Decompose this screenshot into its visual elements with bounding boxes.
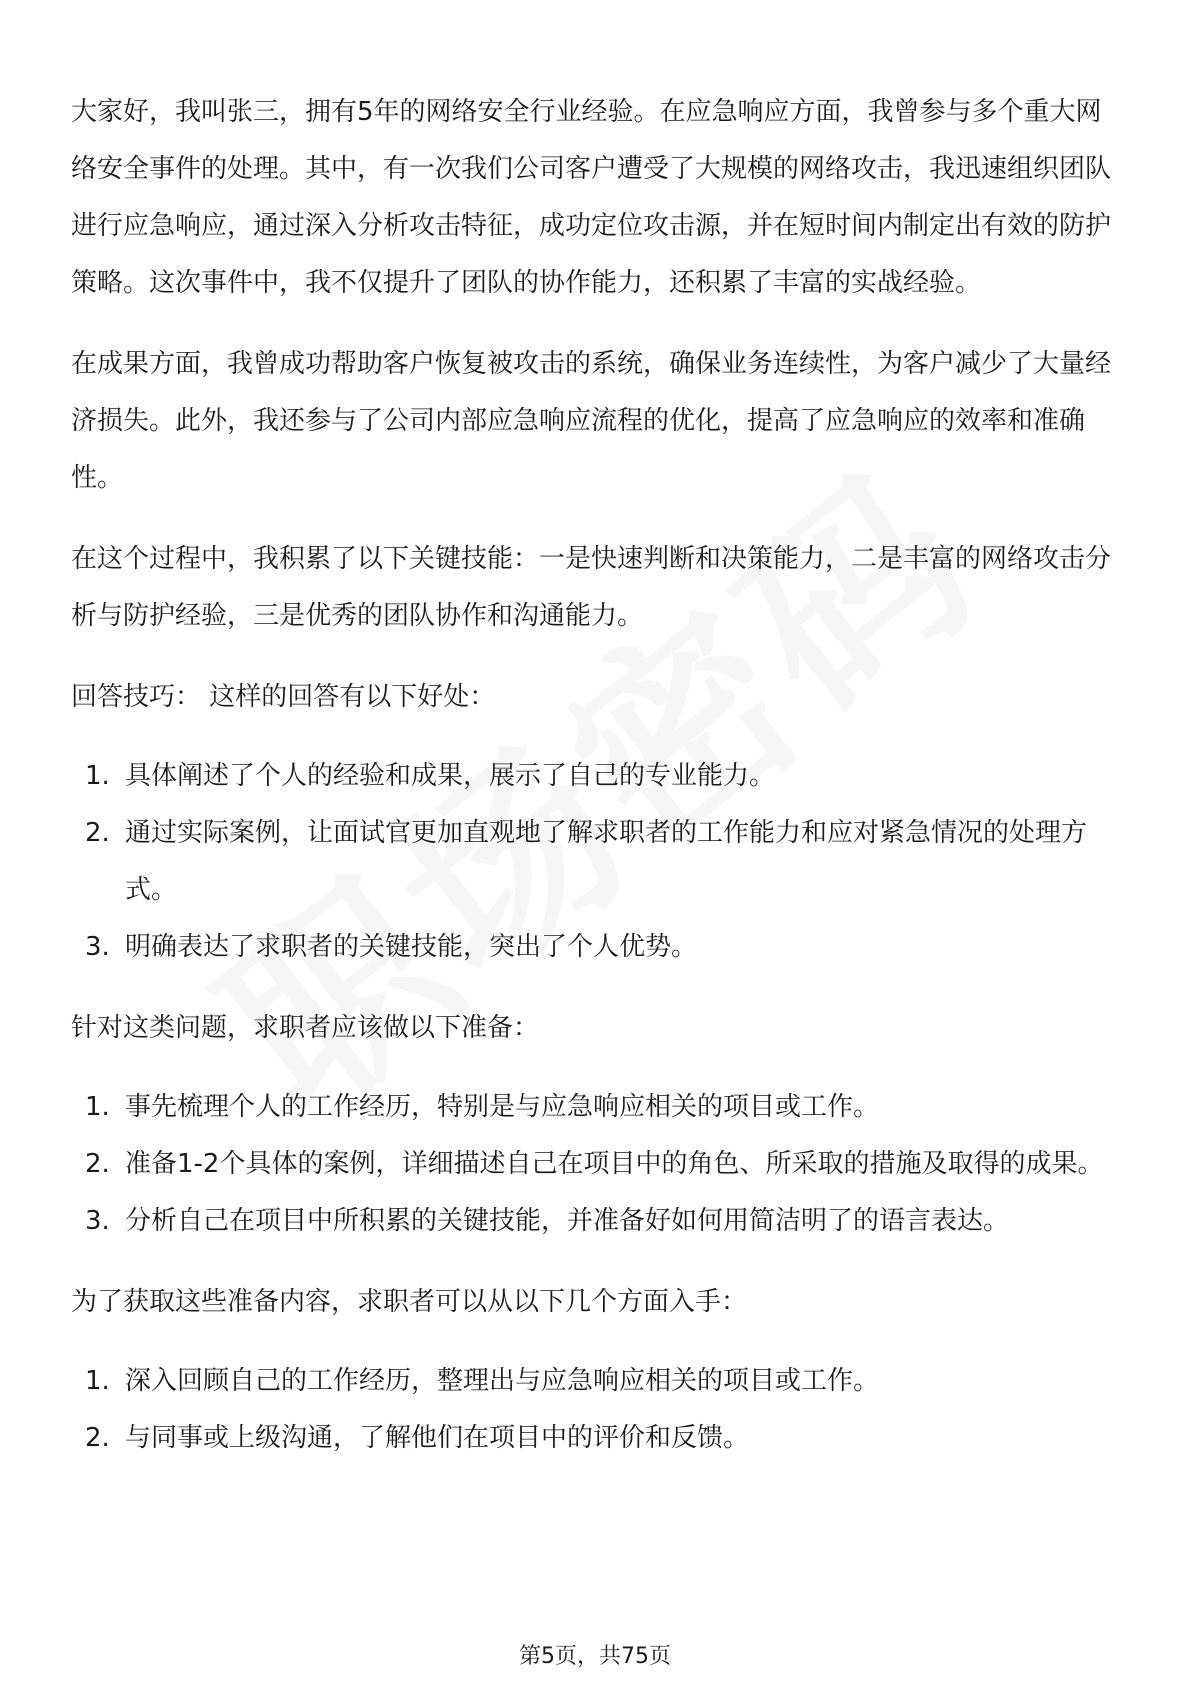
- list-item: [71, 1193, 1121, 1250]
- list-item-text: 事先梳理个人的工作经历，特别是与应急响应相关的项目或工作。: [125, 1092, 880, 1122]
- prep-list: [71, 1079, 1121, 1250]
- list-item-text: 明确表达了求职者的关键技能，突出了个人优势。: [125, 932, 698, 962]
- tips-heading: 回答技巧： 这样的回答有以下好处：: [71, 682, 496, 712]
- list-item: [71, 748, 1121, 805]
- results-paragraph: 在成果方面，我曾成功帮助客户恢复被攻击的系统，确保业务连续性，为客户减少了大量经济损失。此外，我还参与了公司内部应急响应流程的优化，提高了应急响应的效率和准确性。: [71, 349, 1112, 493]
- list-number: 2.: [85, 818, 110, 848]
- list-item-text: 通过实际案例，让面试官更加直观地了解求职者的工作能力和应对紧急情况的处理方式。: [125, 818, 1088, 905]
- list-number: 1.: [85, 761, 110, 791]
- sources-list: [71, 1353, 1121, 1467]
- document-body: [71, 84, 1121, 1491]
- list-item-text: 准备1-2个具体的案例，详细描述自己在项目中的角色、所采取的措施及取得的成果。: [125, 1149, 1104, 1179]
- list-number: 1.: [85, 1092, 110, 1122]
- sources-heading: 为了获取这些准备内容，求职者可以从以下几个方面入手：: [71, 1287, 748, 1317]
- list-item: [71, 1136, 1121, 1193]
- tips-list: [71, 748, 1121, 976]
- list-number: 1.: [85, 1366, 110, 1396]
- list-item: [71, 1079, 1121, 1136]
- list-item: [71, 805, 1121, 919]
- list-item-text: 深入回顾自己的工作经历，整理出与应急响应相关的项目或工作。: [125, 1366, 880, 1396]
- list-item: [71, 1353, 1121, 1410]
- page-number: 第5页，共75页: [519, 1644, 671, 1669]
- list-number: 2.: [85, 1149, 110, 1179]
- list-item: [71, 919, 1121, 976]
- list-number: 3.: [85, 932, 110, 962]
- intro-paragraph: 大家好，我叫张三，拥有5年的网络安全行业经验。在应急响应方面，我曾参与多个重大网络安全事件的处理。其中，有一次我们公司客户遭受了大规模的网络攻击，我迅速组织团队进行应急响应，通过深入分析攻击特征，成功定位攻击源，并在短时间内制定出有效的防护策略。这次事件中，我不仅提升了团队的协作能力，还积累了丰富的实战经验。: [71, 97, 1112, 298]
- list-item: [71, 1410, 1121, 1467]
- list-item-text: 分析自己在项目中所积累的关键技能，并准备好如何用简洁明了的语言表达。: [125, 1206, 1010, 1236]
- list-number: 2.: [85, 1423, 110, 1453]
- list-number: 3.: [85, 1206, 110, 1236]
- prep-heading: 针对这类问题，求职者应该做以下准备：: [71, 1013, 540, 1043]
- skills-paragraph: 在这个过程中，我积累了以下关键技能：一是快速判断和决策能力，二是丰富的网络攻击分析与防护经验，三是优秀的团队协作和沟通能力。: [71, 544, 1112, 631]
- list-item-text: 与同事或上级沟通，了解他们在项目中的评价和反馈。: [125, 1423, 750, 1453]
- list-item-text: 具体阐述了个人的经验和成果，展示了自己的专业能力。: [125, 761, 776, 791]
